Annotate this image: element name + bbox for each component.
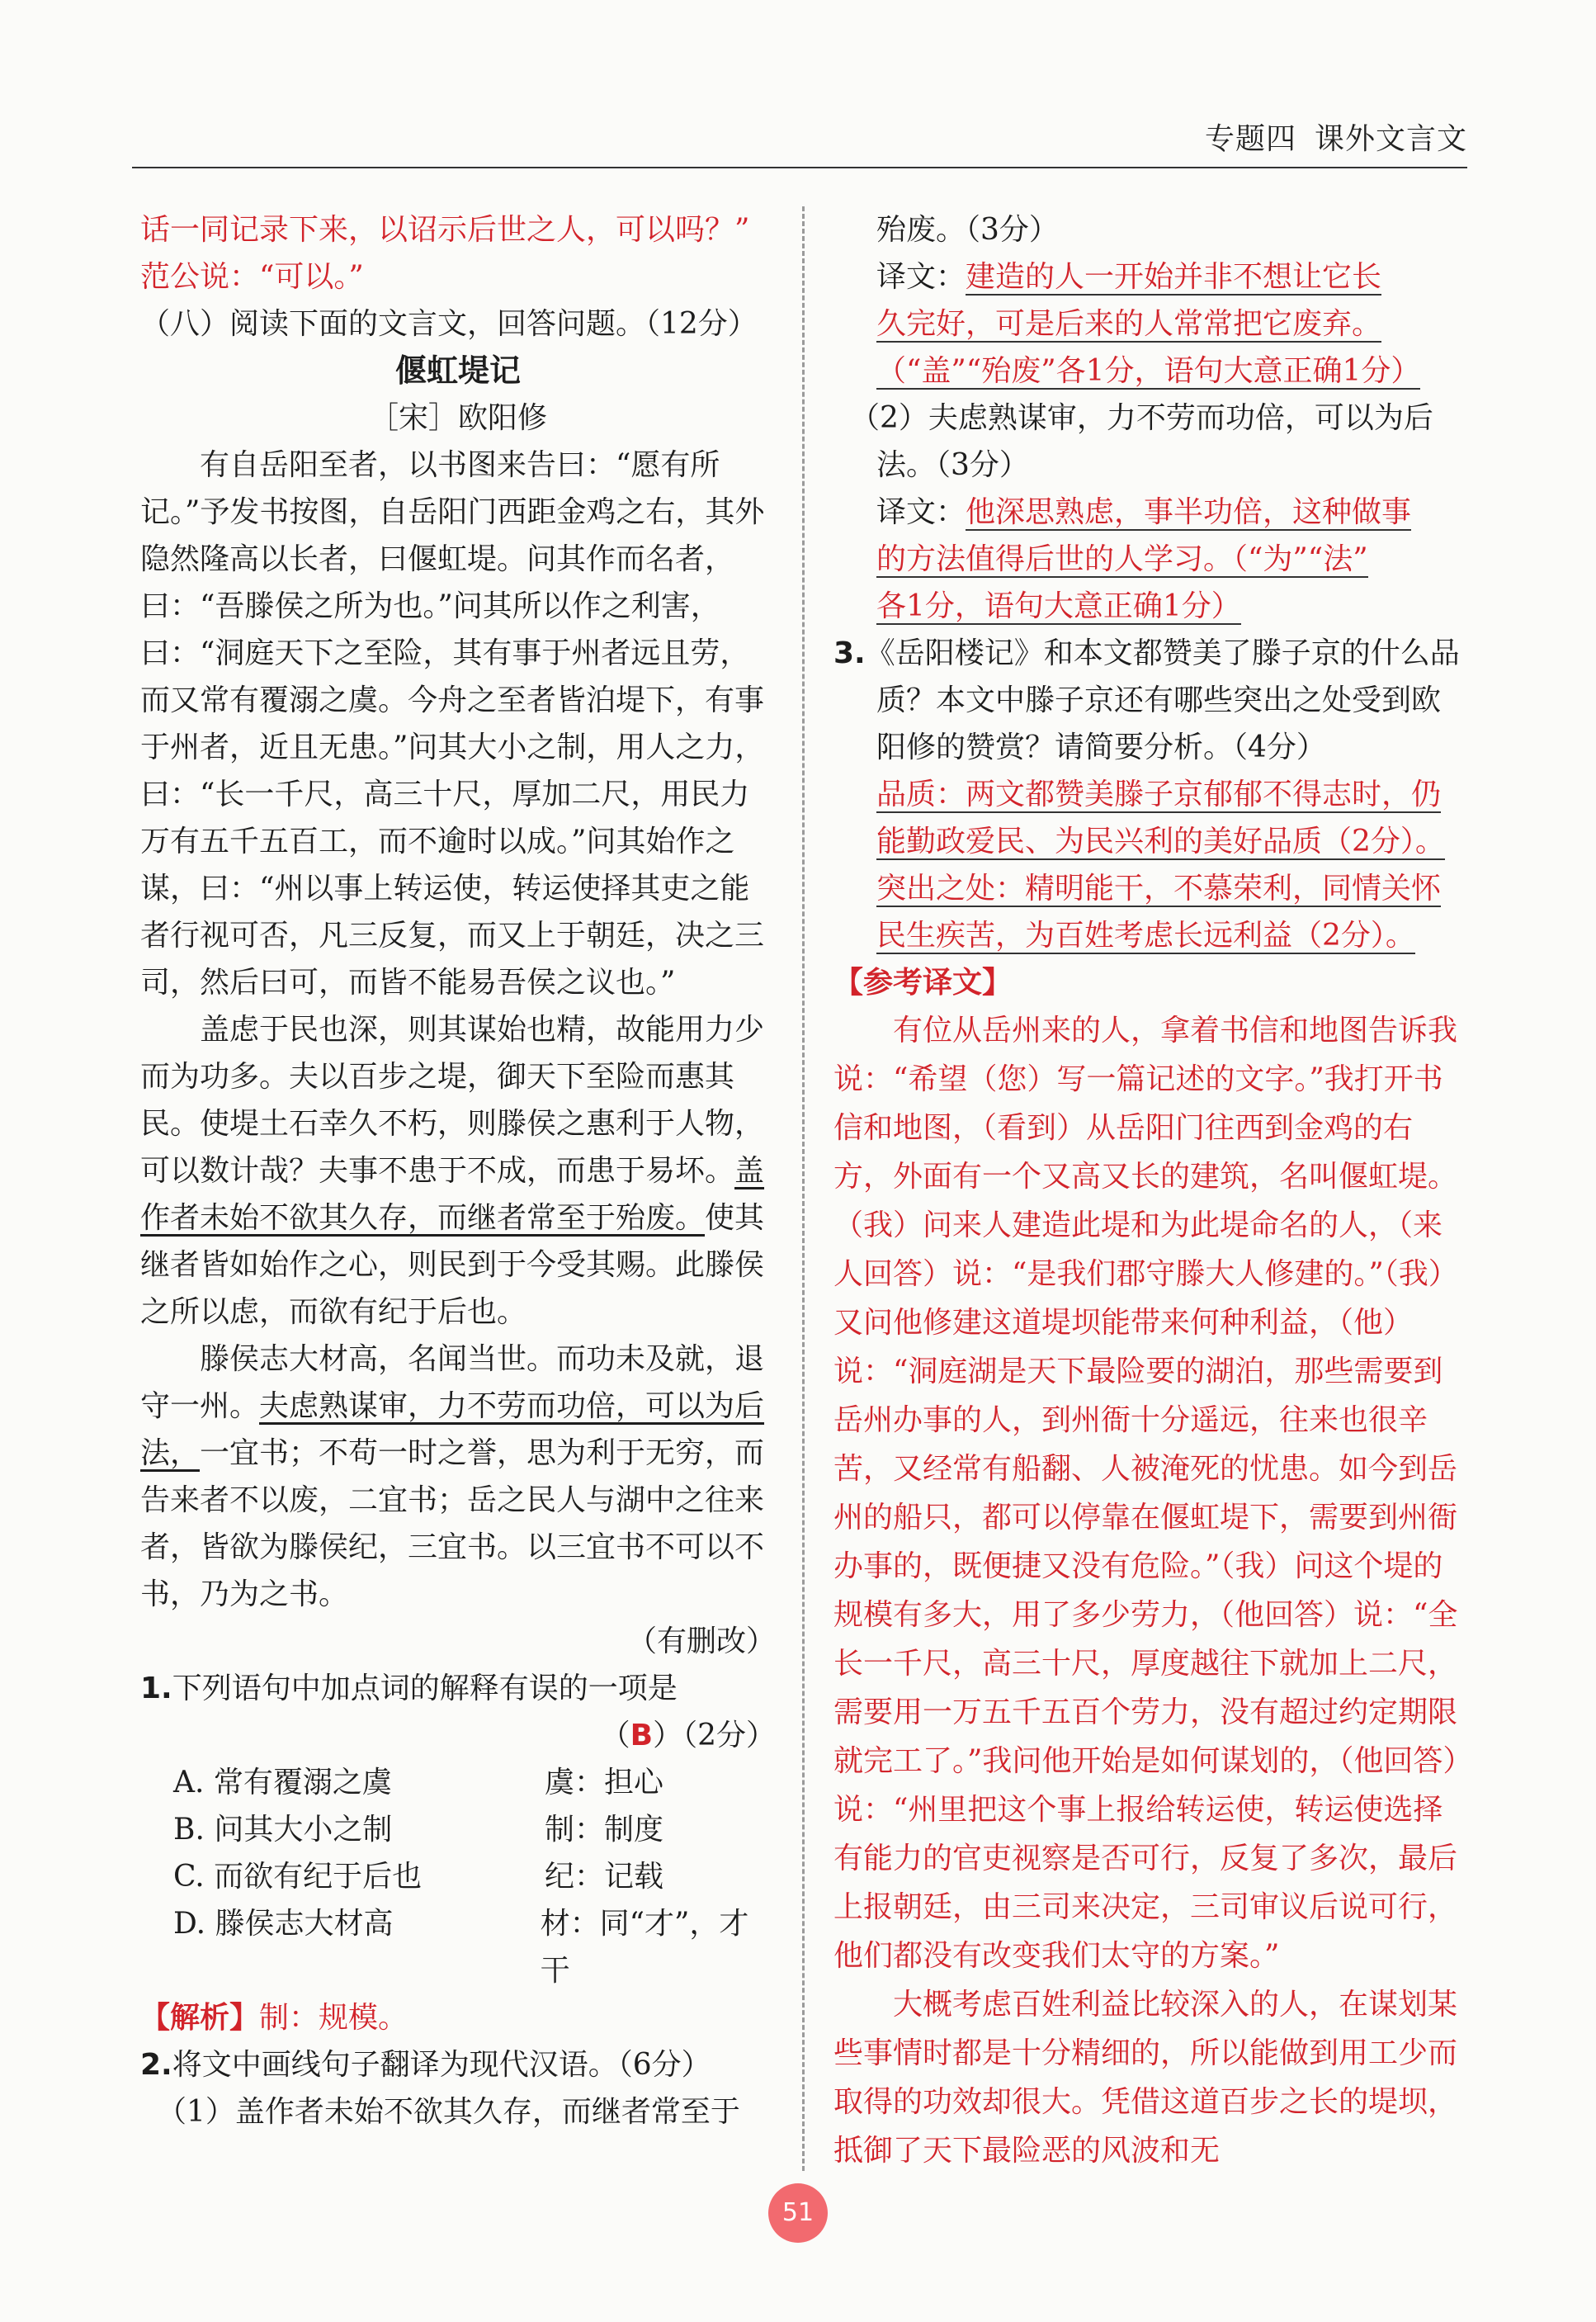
passage-paragraph-2 [140,1006,776,1336]
option-a [140,1759,776,1806]
q2-1-answer-text-1: 建造的人一开始并非不想让它长 [966,260,1382,294]
q2-2-answer-text-3: 各1分，语句大意正确1分） [876,589,1241,623]
header-title [1205,116,1467,158]
para3-text-b: 一宜书；不苟一时之誉，思为利于无穷，而告来者不以废，二宜书；岳之民人与湖中之往来者，皆欲为滕侯纪，三宜书。以三宜书不可以不书，乃为之书。 [140,1436,765,1611]
q3-answer-text-2: 能勤政爱民、为民兴利的美好品质（2分）。 [876,825,1445,858]
question-1-answer-line [140,1712,776,1759]
option-d [140,1900,776,1994]
q2-1-answer-text-3: （“盖”“殆废”各1分，语句大意正确1分） [876,354,1421,388]
question-2-number: 2. [140,2048,172,2082]
question-2-part-2: （2）夫虑熟谋审，力不劳而功倍，可以为后 [850,401,1433,435]
q2-1-answer-line-2 [833,300,1469,348]
underlined-sentence-2: 夫虑熟谋审，力不劳而功倍，可以为后法， [140,1389,765,1470]
analysis-text: 制：规模。 [259,2001,408,2035]
question-2 [140,2041,776,2088]
q2-2-answer-line-2 [833,536,1469,583]
q3-answer-text-1: 品质：两文都赞美滕子京郁郁不得志时，仍 [876,778,1442,811]
question-3-number: 3. [833,636,866,670]
prev-answer-line-2: 范公说：“可以。” [140,260,364,294]
page-header [0,116,1596,182]
question-2-part-2-cont: 法。（3分） [876,448,1029,482]
q3-answer-line-2 [833,818,1469,865]
passage-title: 偃虹堤记 [394,352,521,389]
passage-paragraph-3 [140,1336,776,1618]
question-1-answer: B [630,1719,654,1752]
answer-paren-open: （ [600,1719,630,1752]
reference-translation-paragraph-1: 有位从岳州来的人，拿着书信和地图告诉我说：“希望（您）写一篇记述的文字。”我打开书信和地图，（看到）从岳阳门往西到金鸡的右方，外面有一个又高又长的建筑，名叫偃虹堤。（我）问来人建造此堤和为此堤命名的人，（来人回答）说：“是我们郡守滕大人修建的。”（我）又问他修建这道堤坝能带来何种利益，（他）说：“洞庭湖是天下最险要的湖泊，那些需要到岳州办事的人，到州衙十分遥远，往来也很辛苦，又经常有船翻、人被淹死的忧患。如今到岳州的船只，都可以停靠在偃虹堤下，需要到州衙办事的，既便捷又没有危险。”（我）问这个堤的规模有多大，用了多少劳力，（他回答）说：“全长一千尺，高三十尺，厚度越往下就加上二尺，需要用一万五千五百个劳力，没有超过约定期限就完工了。”我问他开始是如何谋划的，（他回答）说：“州里把这个事上报给转运使，转运使选择有能力的官吏视察是否可行，反复了多次，最后上报朝廷，由三司来决定，三司审议后说可行，他们都没有改变我们太守的方案。” [833,1014,1458,1973]
q3-answer-text-4: 民生疾苦，为百姓考虑长远利益（2分）。 [876,919,1415,953]
q3-answer-text-3: 突出之处：精明能干，不慕荣利，同情关怀 [876,872,1442,906]
question-1 [140,1665,776,1712]
q3-answer-line-3 [833,865,1469,912]
reference-translation-paragraph-2: 大概考虑百姓利益比较深入的人，在谋划某些事情时都是十分精细的，所以能做到用工少而取得的功效却很大。凭借这道百步之长的堤坝，抵御了天下最险恶的风波和无 [833,1988,1458,2168]
left-column [140,206,776,2135]
question-1-number: 1. [140,1672,172,1705]
analysis-tag: 【解析】 [140,2001,260,2035]
option-d-gloss: 材：同“才”，才干 [540,1907,749,1988]
passage-paragraph-1: 有自岳阳至者，以书图来告曰：“愿有所记。”予发书按图，自岳阳门西距金鸡之右，其外隐然隆高以长者，曰偃虹堤。问其作而名者，曰：“吾滕侯之所为也。”问其所以作之利害，曰：“洞庭天下之至险，其有事于州者远且劳，而又常有覆溺之虞。今舟之至者皆泊堤下，有事于州者，近且无患。”问其大小之制，用人之力，曰：“长一千尺，高三十尺，厚加二尺，用民力万有五千五百工，而不逾时以成。”问其始作之谋，曰：“州以事上转运使，转运使择其吏之能者行视可否，凡三反复，而又上于朝廷，决之三司，然后曰可，而皆不能易吾侯之议也。” [140,448,765,1000]
question-2-text: 将文中画线句子翻译为现代汉语。（6分） [172,2048,711,2082]
page-number: 51 [768,2183,828,2243]
q2-2-answer-text-1: 他深思熟虑，事半功倍，这种做事 [966,495,1412,529]
q3-answer-line-4 [833,912,1469,959]
para2-text-a: 盖虑于民也深，则其谋始也精，故能用力少而为功多。夫以百步之堤，御天下至险而惠其民。使堤土石幸久不朽，则滕侯之惠利于人物，可以数计哉？夫事不患于不成，而患于易坏。 [140,1013,765,1188]
question-3-text: 《岳阳楼记》和本文都赞美了滕子京的什么品质？本文中滕子京还有哪些突出之处受到欧阳修的赞赏？请简要分析。（4分） [865,636,1460,764]
option-b-text: B. 问其大小之制 [173,1813,393,1847]
answer-paren-close: ） [653,1719,683,1752]
option-b-gloss: 制：制度 [545,1813,664,1847]
para2-text-b: 使其继者皆如始作之心，则民到于今受其赐。此滕侯之所以虑，而欲有纪于后也。 [140,1201,765,1329]
underlined-sentence-1: 盖作者未始不欲其久存，而继者常至于殆废。 [140,1154,765,1235]
q3-answer-line-1 [833,771,1469,818]
question-2-part-1: （1）盖作者未始不欲其久存，而继者常至于 [157,2095,740,2129]
q2-1-answer-line-3 [833,348,1469,395]
question-2-part-1-cont: 殆废。（3分） [876,213,1059,247]
passage-author: ［宋］欧阳修 [368,401,547,435]
analysis [140,1994,776,2041]
question-3 [833,630,1469,771]
q2-1-answer-line-1 [833,253,1469,300]
option-a-text: A. 常有覆溺之虞 [173,1766,392,1799]
option-c-gloss: 纪：记载 [545,1860,664,1894]
option-c [140,1853,776,1900]
header-rule [132,167,1467,168]
question-1-score: （2分） [682,1719,776,1752]
q2-2-answer-label: 译文： [876,495,966,529]
column-divider [802,206,805,2171]
question-1-text: 下列语句中加点词的解释有误的一项是 [172,1672,678,1705]
q2-1-answer-label: 译文： [876,260,966,294]
reference-translation-tag: 【参考译文】 [833,966,1013,1000]
para3-text-a: 滕侯志大材高，名闻当世。而功未及就，退守一州。 [140,1342,765,1423]
q2-2-answer-line-1 [833,489,1469,536]
right-column [833,206,1469,2175]
option-b [140,1806,776,1853]
q2-2-answer-text-2: 的方法值得后世的人学习。（“为”“法” [876,542,1368,576]
header-section: 课外文言文 [1314,122,1467,156]
header-topic: 专题四 [1204,122,1296,156]
q2-1-answer-text-2: 久完好，可是后来的人常常把它废弃。 [876,307,1382,341]
option-a-gloss: 虞：担心 [545,1766,664,1799]
question-intro: （八）阅读下面的文言文，回答问题。（12分） [140,307,758,341]
option-d-text: D. 滕侯志大材高 [173,1907,394,1941]
q2-2-answer-line-3 [833,583,1469,630]
source-note: （有删改） [626,1624,776,1658]
option-c-text: C. 而欲有纪于后也 [173,1860,423,1894]
prev-answer-line-1: 话一同记录下来，以诏示后世之人，可以吗？” [140,213,750,247]
